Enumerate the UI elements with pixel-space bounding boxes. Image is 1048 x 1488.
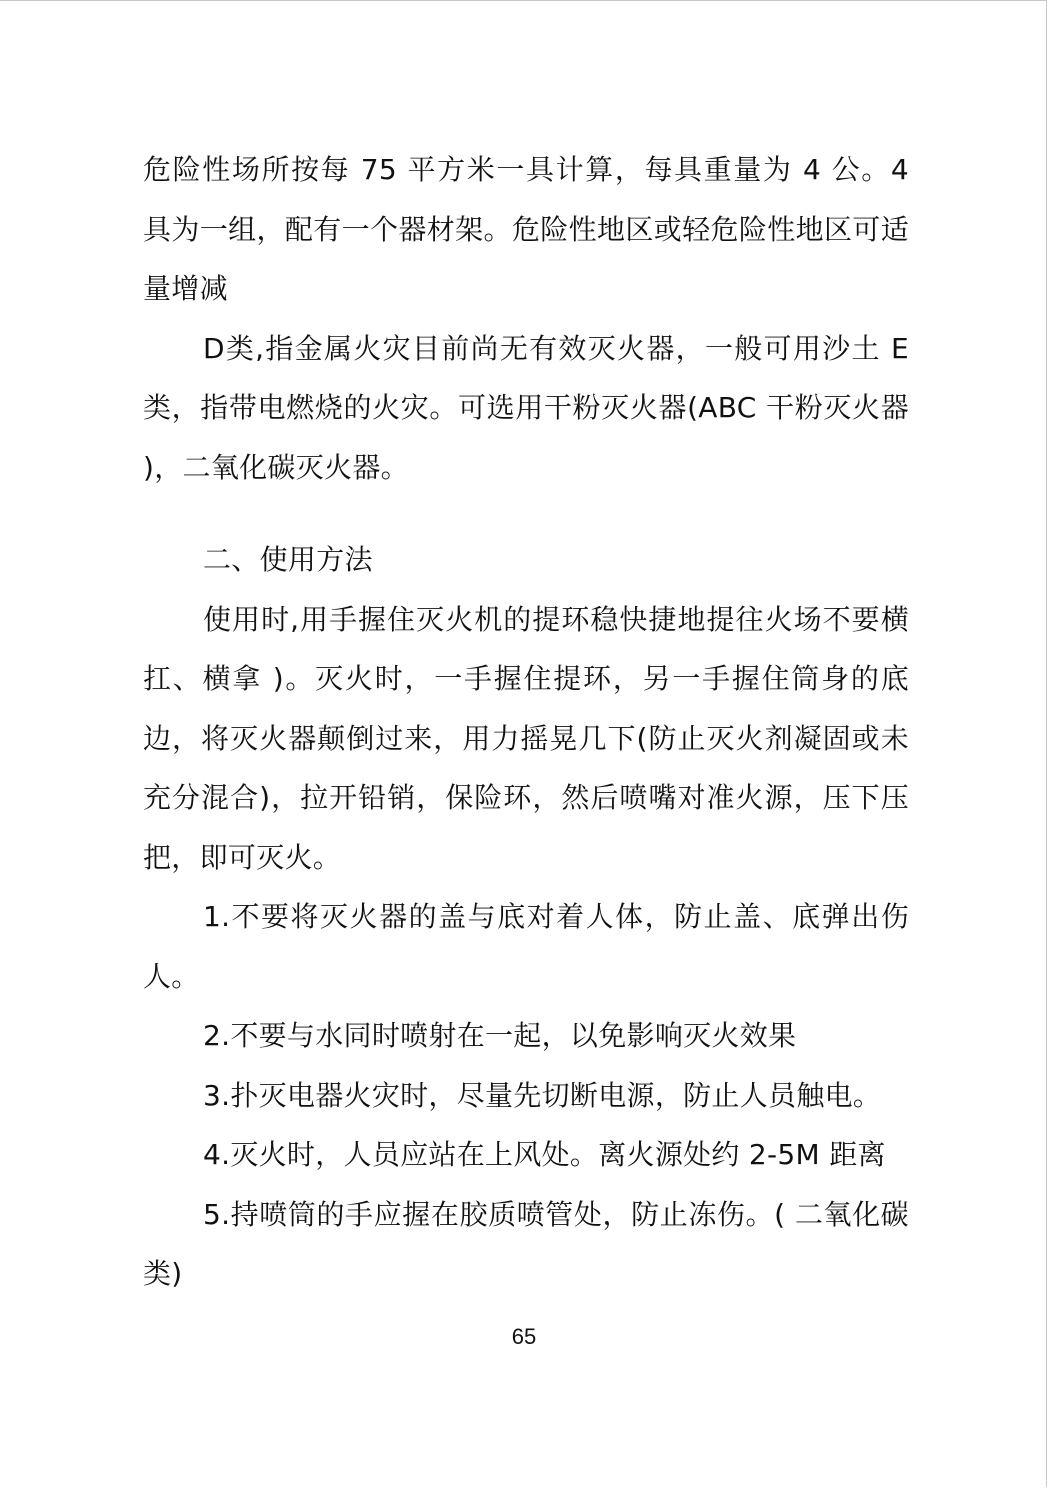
paragraph-extinguisher-allocation: 危险性场所按每 75 平方米一具计算，每具重量为 4 公。4 具为一组，配有一个器材架。危险性地区或轻危险性地区可适量增减 [143,153,909,305]
note-item-5: 5.持喷筒的手应握在胶质喷管处，防止冻伤。( 二氧化碳类) [143,1197,909,1290]
note-item-2: 2.不要与水同时喷射在一起，以免影响灭火效果 [203,1019,797,1052]
note-item-3: 3.扑灭电器火灾时，尽量先切断电源，防止人员触电。 [203,1078,882,1112]
note-item-1: 1.不要将灭火器的盖与底对着人体，防止盖、底弹出伤人。 [143,900,909,993]
note-item-4: 4.灭火时，人员应站在上风处。离火源处约 2-5M 距离 [203,1138,886,1171]
paragraph-fire-classes: D类,指金属火灾目前尚无有效灭火器，一般可用沙土 E 类，指带电燃烧的火灾。可选用干粉灭火器(ABC 干粉灭火器 )，二氧化碳灭火器。 [143,331,909,484]
section-heading-usage: 二、使用方法 [203,543,373,576]
page-number: 65 [511,1324,537,1349]
document-body [143,140,909,1304]
paragraph-usage-method: 使用时,用手握住灭火机的提环稳快捷地提往火场不要横扛、横拿 )。灭火时，一手握住提环，另一手握住筒身的底边，将灭火器颠倒过来，用力摇晃几下(防止灭火剂凝固或未充分混合)，拉开铅销，保险环，然后喷嘴对准火源，压下压把，即可灭火。 [143,602,909,874]
